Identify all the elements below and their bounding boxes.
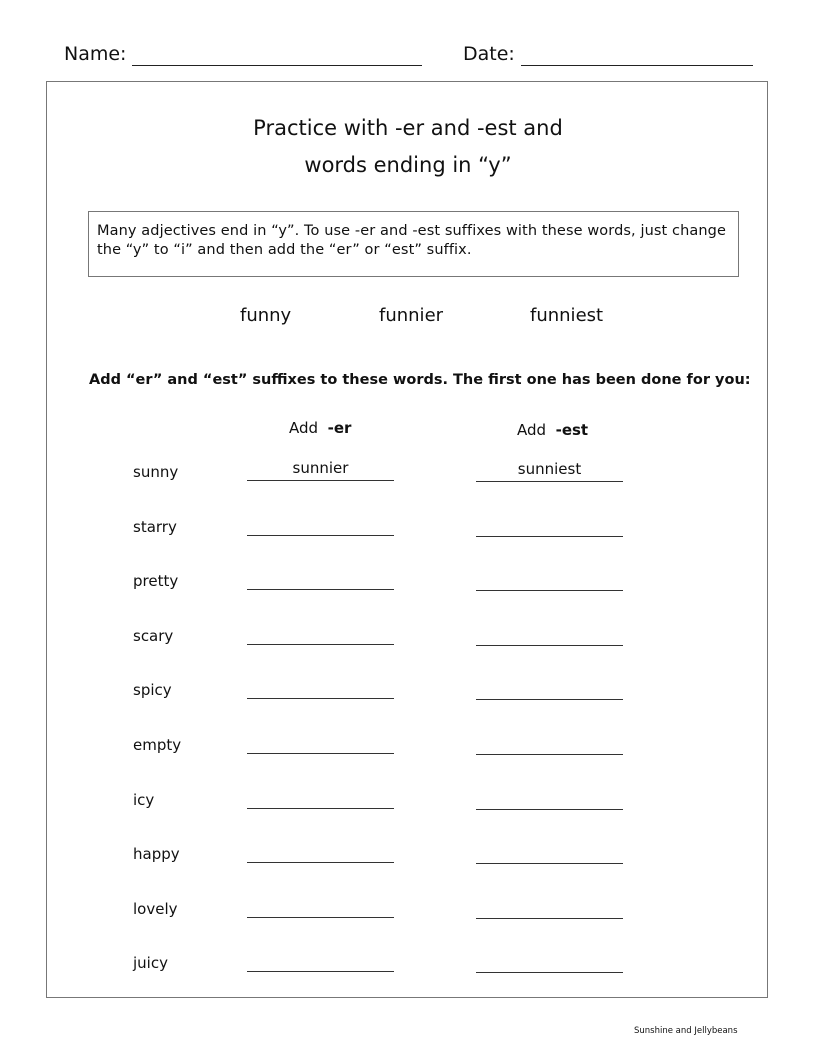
example-er-word: funnier [379,305,444,326]
column-header-er-prefix: Add [289,419,319,437]
column-header-er-suffix: -er [327,419,352,437]
exercise-word: empty [133,736,182,754]
date-line[interactable] [521,45,753,66]
answer-blank-er[interactable] [247,895,394,918]
answer-blank-est[interactable] [476,841,623,864]
answer-text-est: sunniest [517,460,582,478]
answer-blank-est[interactable] [476,568,623,591]
date-label: Date: [463,43,515,65]
exercise-word: sunny [133,463,179,481]
answer-blank-est[interactable] [476,732,623,755]
column-header-est [517,420,588,440]
footer-credit: Sunshine and Jellybeans [634,1026,738,1036]
answer-blank-est[interactable] [476,896,623,919]
date-field [463,42,753,66]
column-header-est-prefix: Add [517,421,547,439]
worksheet-title-line-2: words ending in “y” [304,153,512,177]
answer-blank-est[interactable] [476,514,623,537]
answer-blank-est[interactable] [476,459,623,482]
example-base-word: funny [240,305,292,326]
column-header-est-suffix: -est [555,421,589,439]
answer-blank-er[interactable] [247,676,394,699]
exercise-word: juicy [133,954,168,972]
answer-blank-er[interactable] [247,513,394,536]
answer-blank-est[interactable] [476,677,623,700]
exercise-word: pretty [133,572,179,590]
exercise-word: icy [133,791,155,809]
worksheet-title-line-1: Practice with -er and -est and [253,116,563,140]
answer-blank-est[interactable] [476,787,623,810]
exercise-word: lovely [133,900,178,918]
info-box: Many adjectives end in “y”. To use -er and -est suffixes with these words, just change the “y” to “i” and then add the “er” or “est” suffix. [88,211,739,277]
answer-text-er: sunnier [292,459,349,477]
answer-blank-er[interactable] [247,622,394,645]
example-est-word: funniest [530,305,604,326]
column-header-er [289,418,351,438]
exercise-word: starry [133,518,177,536]
name-label: Name: [64,43,127,65]
exercise-word: scary [133,627,174,645]
answer-blank-est[interactable] [476,950,623,973]
name-line[interactable] [132,45,422,66]
answer-blank-er[interactable] [247,786,394,809]
exercise-word: happy [133,845,180,863]
answer-blank-est[interactable] [476,623,623,646]
answer-blank-er[interactable] [247,567,394,590]
answer-blank-er[interactable] [247,731,394,754]
exercise-word: spicy [133,681,172,699]
answer-blank-er[interactable] [247,840,394,863]
name-field [64,42,422,66]
instruction-text: Add “er” and “est” suffixes to these words. The first one has been done for you: [89,372,751,388]
answer-blank-er[interactable] [247,949,394,972]
answer-blank-er[interactable] [247,458,394,481]
